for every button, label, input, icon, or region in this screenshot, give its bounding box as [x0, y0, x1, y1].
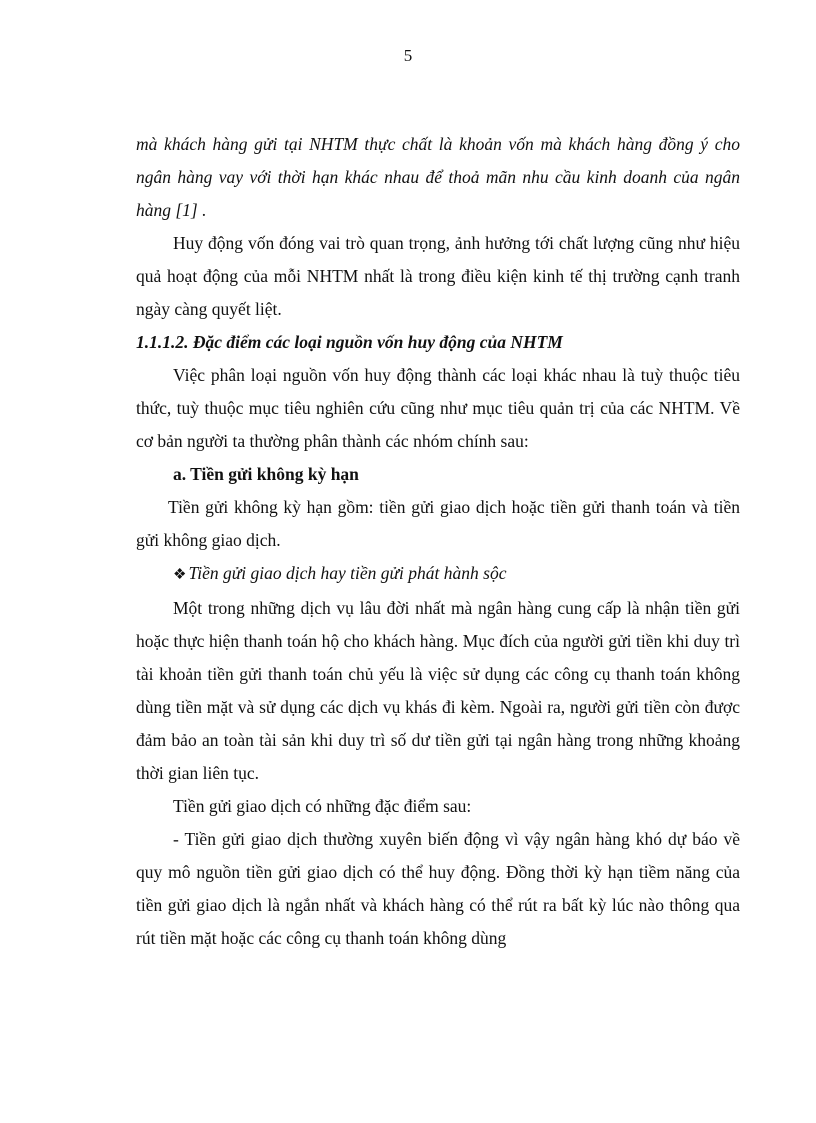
bullet-heading-text: Tiền gửi giao dịch hay tiền gửi phát hành sộc [188, 563, 507, 583]
paragraph-phan-loai: Việc phân loại nguồn vốn huy động thành các loại khác nhau là tuỳ thuộc tiêu thức, tuỳ thuộc mục tiêu nghiên cứu cũng như mục tiêu quản trị của các NHTM. Về cơ bản người ta thường phân thành các nhóm chính sau: [136, 365, 740, 451]
paragraph-dich-vu: Một trong những dịch vụ lâu đời nhất mà ngân hàng cung cấp là nhận tiền gửi hoặc thực hiện thanh toán hộ cho khách hàng. Mục đích của người gửi tiền khi duy trì tài khoản tiền gửi thanh toán chủ yếu là việc sử dụng các công cụ thanh toán không dùng tiền mặt và sử dụng các dịch vụ khás đi kèm. Ngoài ra, người gửi tiền còn được đảm bảo an toàn tài sản khi duy trì số dư tiền gửi tại ngân hàng trong những khoảng thời gian liên tục. [136, 598, 740, 783]
paragraph-continuation: mà khách hàng gửi tại NHTM thực chất là khoản vốn mà khách hàng đồng ý cho ngân hàng vay với thời hạn khác nhau để thoả mãn nhu cầu kinh doanh của ngân hàng [1] . [136, 134, 740, 220]
section-heading-1112: 1.1.1.2. Đặc điểm các loại nguồn vốn huy động của NHTM [136, 332, 563, 352]
paragraph-dac-diem-1: - Tiền gửi giao dịch thường xuyên biến động vì vậy ngân hàng khó dự báo về quy mô nguồn tiền gửi giao dịch có thể huy động. Đồng thời kỳ hạn tiềm năng của tiền gửi giao dịch là ngắn nhất và khách hàng có thể rút ra bất kỳ lúc nào thông qua rút tiền mặt hoặc các công cụ thanh toán không dùng [136, 829, 740, 948]
document-body [136, 128, 740, 955]
bullet-heading [136, 557, 740, 592]
paragraph-huy-dong-von: Huy động vốn đóng vai trò quan trọng, ảnh hưởng tới chất lượng cũng như hiệu quả hoạt động của mỗi NHTM nhất là trong điều kiện kinh tế thị trường cạnh tranh ngày càng quyết liệt. [136, 233, 740, 319]
diamond-bullet-icon: ❖ [173, 567, 187, 583]
paragraph-dac-diem-intro: Tiền gửi giao dịch có những đặc điểm sau: [173, 796, 472, 816]
subsection-heading-a: a. Tiền gửi không kỳ hạn [173, 464, 359, 484]
page-number: 5 [403, 46, 413, 65]
paragraph-tien-gui-khong-ky-han: Tiền gửi không kỳ hạn gồm: tiền gửi giao dịch hoặc tiền gửi thanh toán và tiền gửi không giao dịch. [136, 497, 740, 550]
